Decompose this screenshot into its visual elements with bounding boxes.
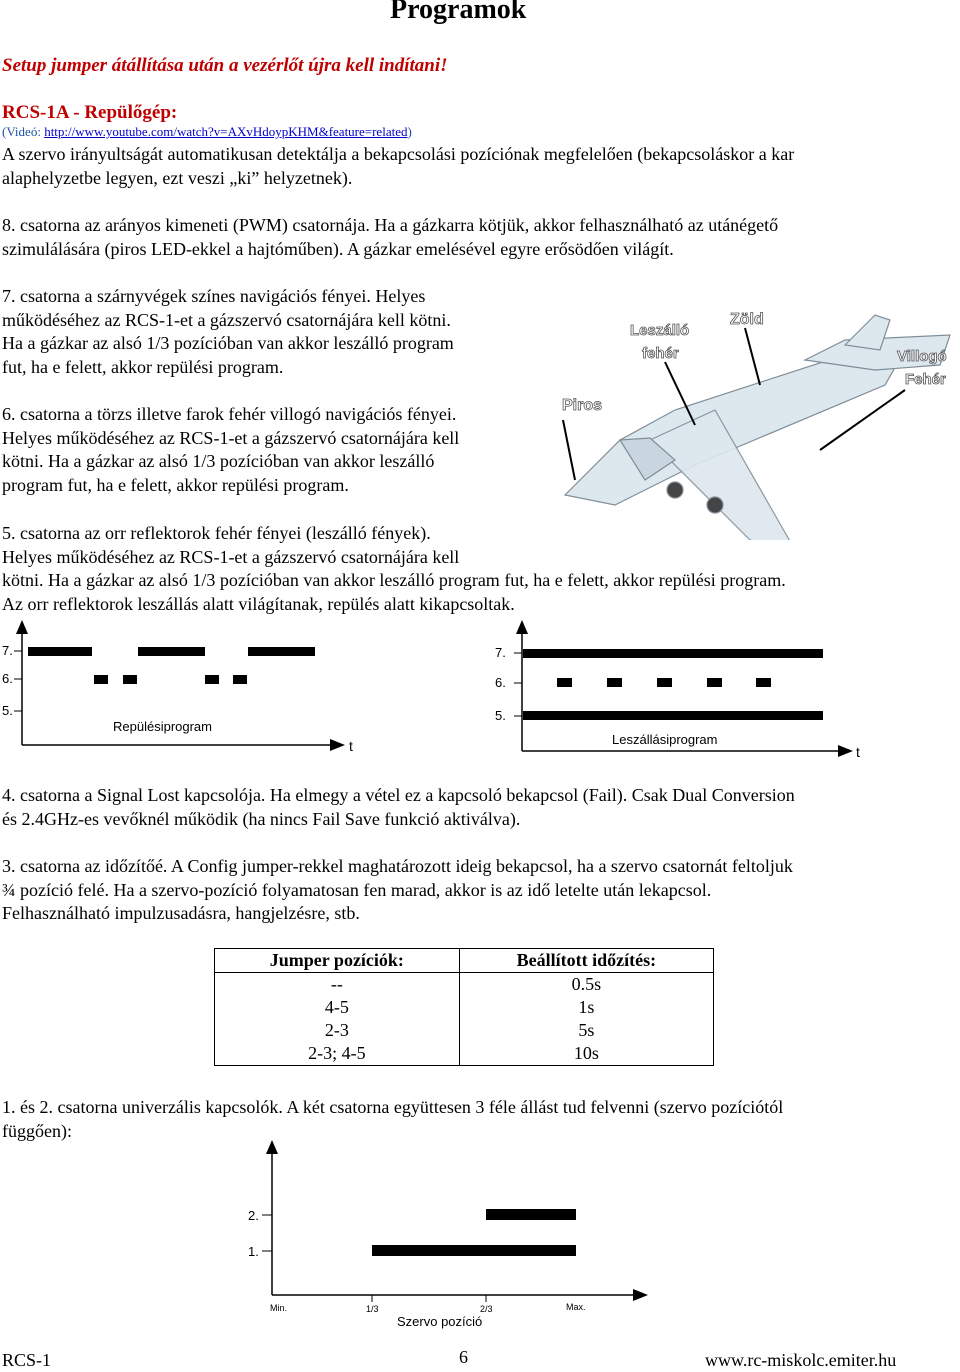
ch7-line: Ha a gázkar az alsó 1/3 pozícióban van akkor leszálló program	[2, 333, 454, 353]
video-suffix: )	[407, 124, 412, 139]
y-axis-arrow	[16, 620, 28, 634]
tick-max: Max.	[566, 1302, 586, 1312]
footer-right: www.rc-miskolc.emiter.hu	[705, 1350, 897, 1370]
row-label-1: 1.	[248, 1244, 259, 1259]
row-label-7: 7.	[495, 645, 506, 660]
ch4-paragraph	[2, 784, 795, 831]
ch7-line: fut, ha e felett, akkor repülési program.	[2, 356, 284, 377]
jumper-cell: 2-3; 4-5	[215, 1042, 460, 1066]
intro-line: A szervo irányultságát automatikusan detektálja a bekapcsolási pozíciónak megfelelően (bekapcsoláskor a kar	[2, 144, 795, 164]
flight-timing-diagram	[0, 620, 370, 760]
ch6-line: program fut, ha e felett, akkor repülési program.	[2, 474, 349, 495]
ch6-pulse	[123, 675, 137, 684]
video-link[interactable]: http://www.youtube.com/watch?v=AXvHdoypKHM&feature=related	[44, 124, 408, 139]
ch5-line: kötni. Ha a gázkar az alsó 1/3 pozícióban van akkor leszálló program fut, ha e felett, akkor repülési program.	[2, 570, 786, 590]
ch8-line: szimulálására (piros LED-ekkel a hajtóműben). A gázkar emelésével egyre erősödően világít.	[2, 238, 674, 259]
video-prefix: (Videó:	[2, 124, 45, 139]
jumper-cell: 2-3	[215, 1019, 460, 1042]
jumper-table	[214, 948, 714, 1066]
ch8-line: 8. csatorna az arányos kimeneti (PWM) csatornája. Ha a gázkarra kötjük, akkor felhasználható az utánégető	[2, 215, 779, 235]
ch4-line: és 2.4GHz-es vevőknél működik (ha nincs Fail Save funkció aktiválva).	[2, 808, 521, 829]
ch5-line: 5. csatorna az orr reflektorok fehér fényei (leszálló fények).	[2, 523, 431, 543]
ch4-line: 4. csatorna a Signal Lost kapcsolója. Ha elmegy a vétel ez a kapcsoló bekapcsol (Fail). Csak Dual Conversion	[2, 785, 795, 805]
ch12-line: 1. és 2. csatorna univerzális kapcsolók. A két csatorna együttesen 3 féle állást tud felvenni (szervo pozíciótól	[2, 1097, 784, 1117]
ch3-line: 3. csatorna az időzítőé. A Config jumper-rekkel maghatározott ideig bekapcsol, ha a szervo csatornát feltoljuk	[2, 856, 793, 876]
x-axis-arrow	[330, 739, 345, 751]
table-row	[215, 1019, 714, 1042]
section-heading: RCS-1A - Repülőgép:	[2, 102, 178, 123]
x-axis-arrow	[633, 1289, 648, 1301]
setup-warning: Setup jumper átállítása után a vezérlőt újra kell indítani!	[2, 55, 448, 76]
airplane-illustration	[545, 290, 960, 540]
header-timing: Beállított időzítés:	[459, 949, 713, 973]
y-axis-arrow	[266, 1140, 278, 1154]
timing-cell: 0.5s	[459, 973, 713, 997]
page-number: 6	[459, 1347, 468, 1367]
landing-label: fehér	[642, 345, 679, 362]
ch6-pulse	[756, 678, 771, 687]
ch7-bar	[523, 649, 823, 658]
red-label: Piros	[562, 397, 603, 414]
arrow	[563, 420, 575, 480]
row-label-6: 6.	[495, 675, 506, 690]
x-axis-label: Szervo pozíció	[397, 1314, 483, 1329]
ch6-pulse	[657, 678, 672, 687]
tick-1-3: 1/3	[366, 1304, 379, 1314]
ch3-paragraph	[2, 855, 793, 926]
airplane-icon	[565, 315, 950, 540]
ch6-pulse	[205, 675, 219, 684]
ch7-line: 7. csatorna a szárnyvégek színes navigációs fényei. Helyes	[2, 286, 426, 306]
row-label-7: 7.	[2, 643, 13, 658]
landing-caption: Leszállásiprogram	[612, 732, 718, 747]
ch6-line: 6. csatorna a törzs illetve farok fehér villogó navigációs fényei.	[2, 404, 457, 424]
ch6-pulse	[94, 675, 108, 684]
ch8-paragraph	[2, 214, 778, 261]
ch5-line: Helyes működéséhez az RCS-1-et a gázszervó csatornájára kell	[2, 546, 460, 567]
ch2-bar	[486, 1209, 576, 1220]
ch5-bar	[523, 711, 823, 720]
ch7-pulse	[248, 647, 315, 656]
header-jumper: Jumper pozíciók:	[215, 949, 460, 973]
footer-left: RCS-1	[2, 1350, 52, 1370]
ch7-pulse	[28, 647, 92, 656]
table-header-row	[215, 949, 714, 973]
x-axis-arrow	[838, 745, 853, 757]
video-reference	[2, 124, 412, 140]
ch6-pulse	[607, 678, 622, 687]
row-label-5: 5.	[495, 708, 506, 723]
row-label-6: 6.	[2, 671, 13, 686]
y-axis-arrow	[516, 620, 528, 634]
ch6-pulse	[557, 678, 572, 687]
ch6-paragraph	[2, 403, 459, 497]
landing-timing-diagram	[490, 620, 870, 765]
tick-min: Min.	[270, 1303, 288, 1313]
t-label: t	[856, 744, 860, 760]
tick-2-3: 2/3	[480, 1304, 493, 1314]
ch3-line: Felhasználható impulzusadásra, hangjelzésre, stb.	[2, 903, 360, 923]
green-label: Zöld	[730, 311, 764, 328]
timing-cell: 1s	[459, 996, 713, 1019]
timing-cell: 10s	[459, 1042, 713, 1066]
table-row	[215, 1042, 714, 1066]
ch5-paragraph	[2, 522, 786, 616]
intro-paragraph	[2, 143, 794, 190]
arrow	[745, 328, 760, 385]
timing-cell: 5s	[459, 1019, 713, 1042]
ch3-line: ¾ pozíció felé. Ha a szervo-pozíció folyamatosan fen marad, akkor is az idő letelte után lekapcsol.	[2, 879, 712, 900]
flight-caption: Repülésiprogram	[113, 719, 212, 734]
ch12-paragraph	[2, 1096, 783, 1143]
ch12-line: függően):	[2, 1120, 72, 1141]
page-title: Programok	[390, 0, 527, 25]
ch5-line: Az orr reflektorok leszállás alatt világítanak, repülés alatt kikapcsoltak.	[2, 593, 515, 614]
row-label-2: 2.	[248, 1208, 259, 1223]
servo-position-diagram	[240, 1140, 660, 1335]
row-label-5: 5.	[2, 703, 13, 718]
table-row	[215, 973, 714, 997]
jumper-cell: --	[215, 973, 460, 997]
strobe-label: Villogó	[897, 348, 947, 365]
ch7-pulse	[138, 647, 205, 656]
t-label: t	[349, 738, 353, 754]
jumper-cell: 4-5	[215, 996, 460, 1019]
landing-label: Leszálló	[630, 322, 690, 339]
ch6-pulse	[707, 678, 722, 687]
strobe-label: Fehér	[905, 371, 946, 388]
ch6-pulse	[233, 675, 247, 684]
ch6-line: Helyes működéséhez az RCS-1-et a gázszervó csatornájára kell	[2, 427, 460, 448]
ch7-paragraph	[2, 285, 454, 379]
ch1-bar	[372, 1245, 576, 1256]
table-row	[215, 996, 714, 1019]
intro-line: alaphelyzetbe legyen, ezt veszi „ki” helyzetnek).	[2, 167, 353, 188]
ch7-line: működéséhez az RCS-1-et a gázszervó csatornájára kell kötni.	[2, 309, 451, 330]
ch6-line: kötni. Ha a gázkar az alsó 1/3 pozícióban van akkor leszálló	[2, 451, 435, 471]
